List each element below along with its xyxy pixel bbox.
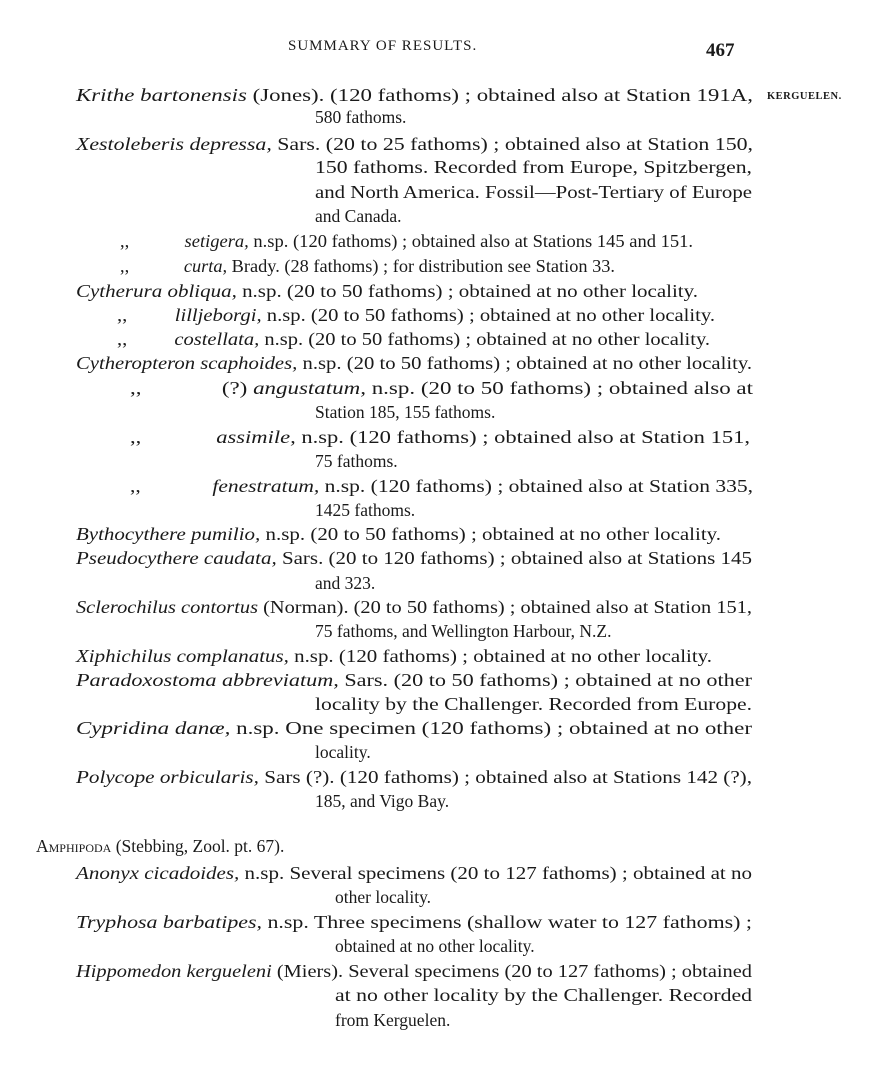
entry-text: 580 fathoms. xyxy=(315,107,407,127)
text-line xyxy=(120,255,615,277)
entry-text: n.sp. One specimen (120 fathoms) ; obtained at no other xyxy=(230,718,753,738)
species-name: Krithe bartonensis xyxy=(76,85,247,105)
text-line xyxy=(315,106,406,128)
ditto-mark: ,, xyxy=(117,305,128,325)
species-name: lilljeborgi, xyxy=(174,305,262,325)
text-line xyxy=(335,984,752,1006)
text-line xyxy=(315,401,495,423)
text-line xyxy=(315,741,371,763)
entry-text: and North America. Fossil—Post-Tertiary of Europe xyxy=(315,182,752,202)
entry-text: n.sp. (20 to 50 fathoms) ; obtained at no other locality. xyxy=(260,524,721,544)
species-name: Cypridina danæ, xyxy=(76,718,231,738)
section-heading: Amphipoda xyxy=(36,836,112,856)
side-note: KERGUELEN. xyxy=(767,91,842,102)
species-name: Tryphosa barbatipes, xyxy=(76,912,263,932)
ditto-mark: ,, xyxy=(120,256,130,276)
text-line xyxy=(76,547,752,569)
text-line xyxy=(76,84,753,106)
page-number: 467 xyxy=(706,40,735,61)
species-name: Pseudocythere caudata, xyxy=(76,548,277,568)
text-line xyxy=(117,304,715,326)
entry-text: 1425 fathoms. xyxy=(315,500,416,520)
entry-text: (Stebbing, Zool. pt. 67). xyxy=(111,836,285,856)
species-name: Sclerochilus contortus xyxy=(76,597,259,617)
entry-text: obtained at no other locality. xyxy=(335,936,535,956)
entry-text: n.sp. (20 to 50 fathoms) ; obtained at no other locality. xyxy=(261,305,715,325)
species-name: Cytheropteron scaphoides, xyxy=(76,353,298,373)
entry-text: n.sp. (20 to 50 fathoms) ; obtained at no other locality. xyxy=(297,353,752,373)
entry-text: and 323. xyxy=(315,573,376,593)
entry-text: Station 185, 155 fathoms. xyxy=(315,402,496,422)
species-name: costellata, xyxy=(174,329,260,349)
entry-text: n.sp. (120 fathoms) ; obtained also at Stations 145 and 151. xyxy=(248,231,693,251)
entry-text: other locality. xyxy=(335,887,432,907)
species-name: angustatum, xyxy=(253,378,366,398)
query-mark: (?) xyxy=(221,378,254,398)
ditto-mark: ,, xyxy=(117,329,128,349)
entry-text: n.sp. (120 fathoms) ; obtained at no other locality. xyxy=(288,646,712,666)
species-name: Xiphichilus complanatus, xyxy=(76,646,289,666)
text-line xyxy=(76,669,752,691)
text-line xyxy=(130,377,753,399)
entry-text: Brady. (28 fathoms) ; for distribution see Station 33. xyxy=(227,256,615,276)
entry-text: from Kerguelen. xyxy=(335,1010,451,1030)
ditto-mark: ,, xyxy=(130,476,141,496)
text-line xyxy=(120,230,693,252)
entry-text: n.sp. Several specimens (20 to 127 fathoms) ; obtained at no xyxy=(239,863,752,883)
entry-text: n.sp. (20 to 50 fathoms) ; obtained at no other locality. xyxy=(259,329,710,349)
text-line xyxy=(315,450,398,472)
text-line xyxy=(76,280,698,302)
entry-text: Sars (?). (120 fathoms) ; obtained also at Stations 142 (?), xyxy=(258,767,752,787)
text-line xyxy=(76,717,752,739)
entry-text: Sars. (20 to 120 fathoms) ; obtained also at Stations 145 xyxy=(276,548,752,568)
species-name: Bythocythere pumilio, xyxy=(76,524,261,544)
text-line xyxy=(315,156,752,178)
entry-text: locality. xyxy=(315,742,371,762)
text-line xyxy=(335,935,535,957)
species-name: Hippomedon kergueleni xyxy=(76,961,272,981)
species-name: setigera, xyxy=(184,231,249,251)
text-line xyxy=(76,911,752,933)
text-line xyxy=(36,835,284,857)
text-line xyxy=(315,693,752,715)
text-line xyxy=(130,475,753,497)
entry-text: Sars. (20 to 25 fathoms) ; obtained also at Station 150, xyxy=(271,134,753,154)
entry-text: 75 fathoms, and Wellington Harbour, N.Z. xyxy=(315,621,612,641)
text-line xyxy=(76,596,752,618)
entry-text: and Canada. xyxy=(315,206,402,226)
text-line xyxy=(315,205,402,227)
entry-text: locality by the Challenger. Recorded from Europe. xyxy=(315,694,752,714)
text-line xyxy=(315,790,449,812)
text-line xyxy=(76,133,753,155)
text-line xyxy=(76,766,752,788)
species-name: Polycope orbicularis, xyxy=(76,767,259,787)
entry-text: n.sp. (20 to 50 fathoms) ; obtained at no other locality. xyxy=(236,281,699,301)
entry-text: (Norman). (20 to 50 fathoms) ; obtained also at Station 151, xyxy=(258,597,753,617)
text-line xyxy=(76,645,712,667)
text-line xyxy=(130,426,750,448)
entry-text: n.sp. Three specimens (shallow water to 127 fathoms) ; xyxy=(262,912,752,932)
entry-text: n.sp. (120 fathoms) ; obtained also at Station 151, xyxy=(295,427,750,447)
entry-text: 75 fathoms. xyxy=(315,451,398,471)
entry-text: n.sp. (120 fathoms) ; obtained also at Station 335, xyxy=(319,476,753,496)
entry-text: at no other locality by the Challenger. Recorded xyxy=(335,985,752,1005)
species-name: curta, xyxy=(183,256,228,276)
text-line xyxy=(76,862,752,884)
species-name: fenestratum, xyxy=(212,476,320,496)
text-line xyxy=(315,620,611,642)
entry-text: (Jones). (120 fathoms) ; obtained also at Station 191A, xyxy=(246,85,754,105)
entry-text: (Miers). Several specimens (20 to 127 fathoms) ; obtained xyxy=(271,961,752,981)
entry-text: 185, and Vigo Bay. xyxy=(315,791,450,811)
species-name: Paradoxostoma abbreviatum, xyxy=(76,670,339,690)
entry-text: Sars. (20 to 50 fathoms) ; obtained at no other xyxy=(338,670,752,690)
text-line xyxy=(117,328,710,350)
text-line xyxy=(76,352,752,374)
text-line xyxy=(335,1009,450,1031)
running-head: SUMMARY OF RESULTS. xyxy=(288,38,478,54)
ditto-mark: ,, xyxy=(120,231,130,251)
ditto-mark: ,, xyxy=(130,427,142,447)
entry-text: 150 fathoms. Recorded from Europe, Spitzbergen, xyxy=(315,157,752,177)
text-line xyxy=(315,572,375,594)
text-line xyxy=(335,886,431,908)
species-name: Cytherura obliqua, xyxy=(76,281,237,301)
species-name: Xestoleberis depressa, xyxy=(76,134,272,154)
text-line xyxy=(76,523,721,545)
text-line xyxy=(315,499,415,521)
species-name: Anonyx cicadoides, xyxy=(76,863,240,883)
text-line xyxy=(76,960,752,982)
species-name: assimile, xyxy=(216,427,296,447)
entry-text: n.sp. (20 to 50 fathoms) ; obtained also at xyxy=(365,378,753,398)
ditto-mark: ,, xyxy=(130,378,142,398)
text-line xyxy=(315,181,752,203)
